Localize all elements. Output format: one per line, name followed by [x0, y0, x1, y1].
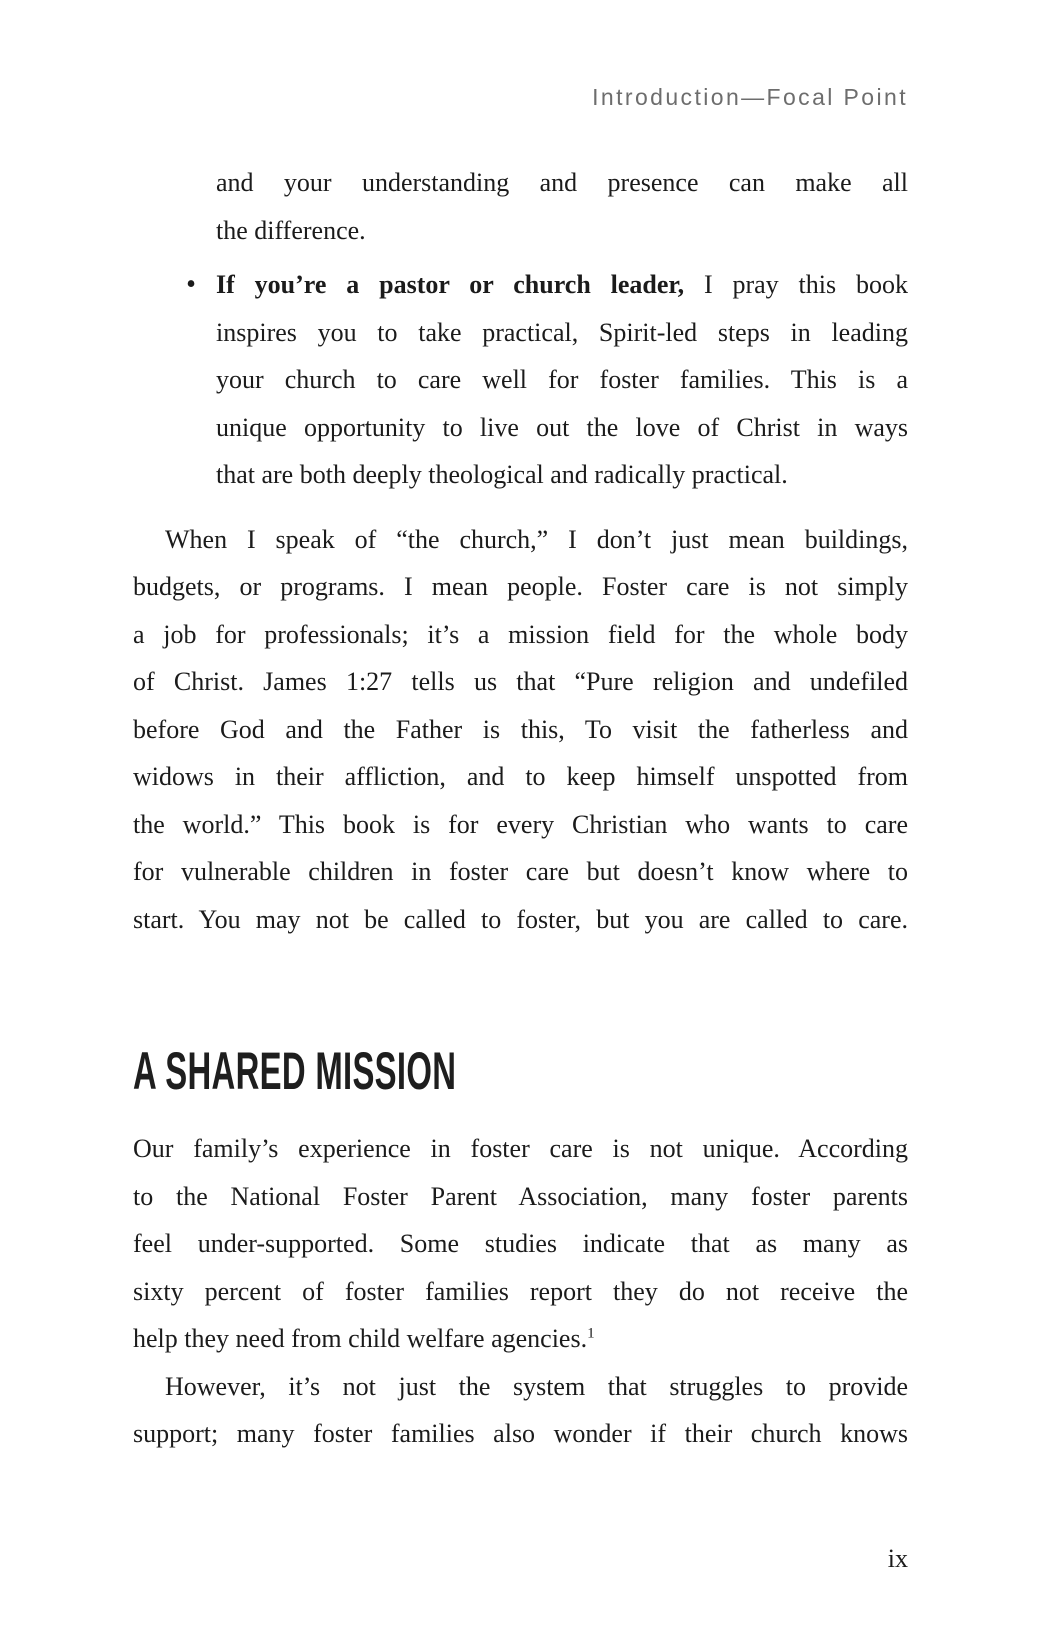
- bullet-item-pastor: [186, 261, 908, 499]
- running-header: Introduction—Focal Point: [592, 84, 908, 110]
- paragraph-however: [133, 1363, 908, 1458]
- text-line: before God and the Father is this, To visit the fatherless and: [133, 714, 908, 744]
- text-line: [216, 261, 908, 309]
- paragraph-the-church: [133, 516, 908, 944]
- text-line: sixty percent of foster families report they do not receive the: [133, 1276, 908, 1306]
- text-line: unique opportunity to live out the love of Christ in ways: [216, 412, 908, 442]
- bullet-continuation-block: [216, 159, 908, 254]
- text-line: for vulnerable children in foster care but doesn’t know where to: [133, 857, 908, 886]
- bullet-lead-rest: I pray this book: [684, 270, 908, 299]
- bullet-icon: •: [186, 269, 196, 300]
- text-line: start. You may not be called to foster, but you are called to care.: [133, 904, 908, 934]
- text-line: support; many foster families also wonder if their church knows: [133, 1419, 908, 1448]
- text-line: Our family’s experience in foster care is not unique. According: [133, 1134, 908, 1163]
- paragraph-shared-mission: [133, 1125, 908, 1363]
- text-line: a job for professionals; it’s a mission field for the whole body: [133, 619, 908, 649]
- text-line: feel under-supported. Some studies indicate that as many as: [133, 1229, 908, 1258]
- text-line: widows in their affliction, and to keep himself unspotted from: [133, 762, 908, 791]
- text-line: budgets, or programs. I mean people. Foster care is not simply: [133, 572, 908, 601]
- text-line: that are both deeply theological and radically practical.: [216, 460, 788, 489]
- text-line: and your understanding and presence can make all: [216, 168, 908, 197]
- text-line: inspires you to take practical, Spirit-led steps in leading: [216, 317, 908, 347]
- section-heading-a-shared-mission: A SHARED MISSION: [133, 1042, 457, 1101]
- page-content: [133, 159, 908, 1458]
- text-line: to the National Foster Parent Association, many foster parents: [133, 1181, 908, 1211]
- text-line: [133, 1315, 908, 1363]
- text-line: your church to care well for foster families. This is a: [216, 365, 908, 394]
- bullet-bold-lead: If you’re a pastor or church leader,: [216, 270, 685, 299]
- text-line: the world.” This book is for every Christian who wants to care: [133, 809, 908, 839]
- text-line: When I speak of “the church,” I don’t just mean buildings,: [165, 524, 908, 554]
- page-number: ix: [887, 1544, 908, 1573]
- footnote-marker: 1: [587, 1325, 595, 1342]
- text-line: the difference.: [216, 215, 366, 245]
- text-line: of Christ. James 1:27 tells us that “Pure religion and undefiled: [133, 667, 908, 696]
- text-line: However, it’s not just the system that struggles to provide: [165, 1371, 908, 1401]
- mission-last-line: help they need from child welfare agencies.: [133, 1324, 588, 1353]
